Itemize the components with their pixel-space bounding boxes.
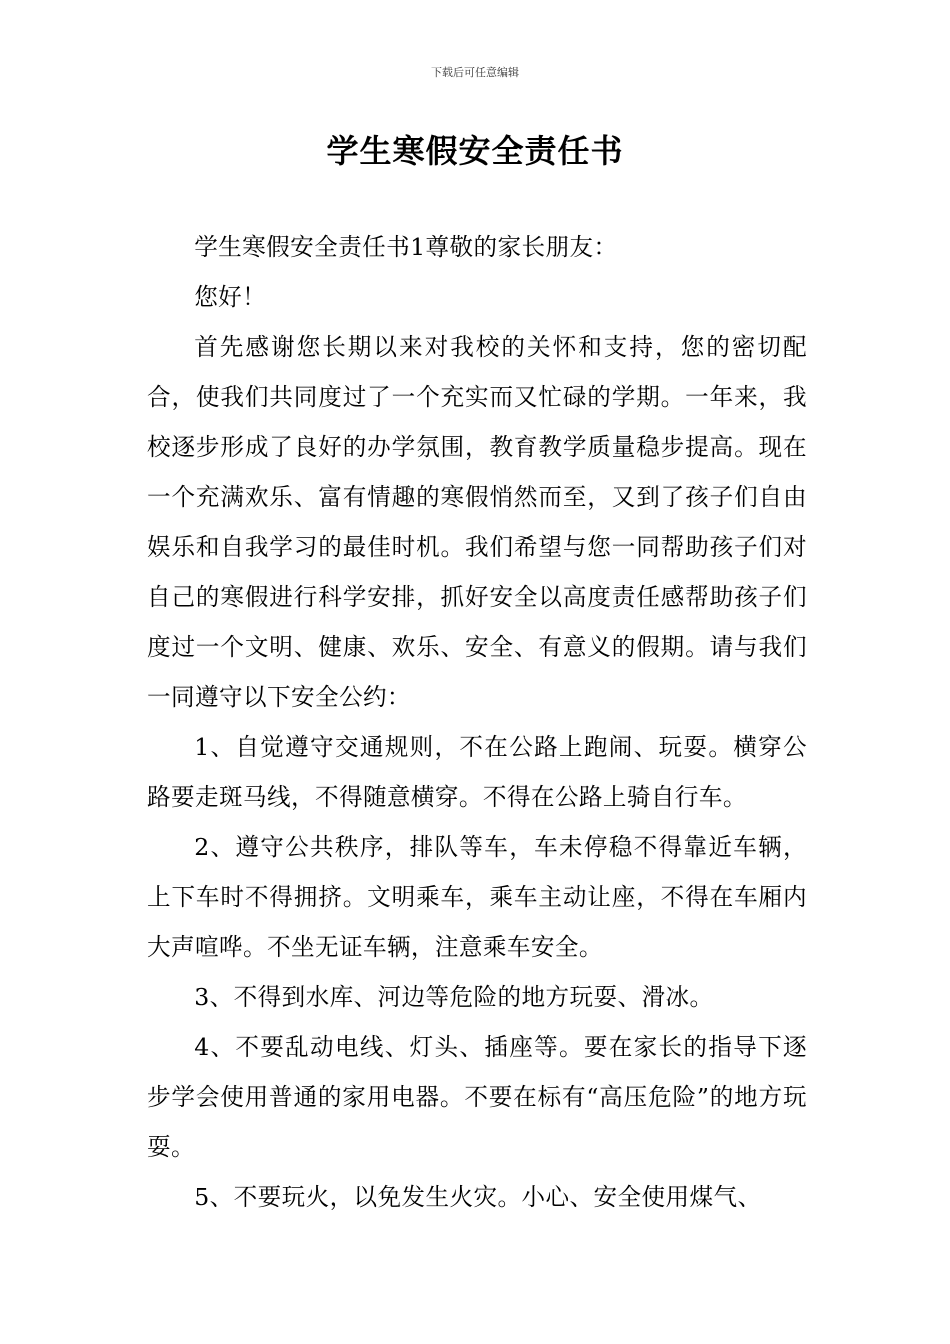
document-body bbox=[147, 222, 807, 1222]
paragraph-greeting: 您好！ bbox=[194, 283, 267, 311]
paragraph-rule-2: 2、遵守公共秩序，排队等车，车未停稳不得靠近车辆，上下车时不得拥挤。文明乘车，乘车主动让座，不得在车厢内大声喧哗。不坐无证车辆，注意乘车安全。 bbox=[147, 833, 807, 961]
paragraph-rule-1: 1、自觉遵守交通规则，不在公路上跑闹、玩耍。横穿公路要走斑马线，不得随意横穿。不得在公路上骑自行车。 bbox=[147, 733, 807, 811]
header-note: 下载后可任意编辑 bbox=[431, 66, 519, 79]
paragraph-intro: 首先感谢您长期以来对我校的关怀和支持，您的密切配合，使我们共同度过了一个充实而又忙碌的学期。一年来，我校逐步形成了良好的办学氛围，教育教学质量稳步提高。现在一个充满欢乐、富有情趣的寒假悄然而至，又到了孩子们自由娱乐和自我学习的最佳时机。我们希望与您一同帮助孩子们对自己的寒假进行科学安排，抓好安全以高度责任感帮助孩子们度过一个文明、健康、欢乐、安全、有意义的假期。请与我们一同遵守以下安全公约： bbox=[147, 333, 807, 711]
paragraph-rule-3: 3、不得到水库、河边等危险的地方玩耍、滑冰。 bbox=[194, 983, 714, 1011]
paragraph-rule-5: 5、不要玩火，以免发生火灾。小心、安全使用煤气、 bbox=[194, 1183, 762, 1211]
paragraph-salutation: 学生寒假安全责任书1尊敬的家长朋友： bbox=[194, 233, 618, 261]
document-title: 学生寒假安全责任书 bbox=[326, 132, 624, 170]
paragraph-rule-4: 4、不要乱动电线、灯头、插座等。要在家长的指导下逐步学会使用普通的家用电器。不要在标有“高压危险”的地方玩耍。 bbox=[147, 1033, 807, 1161]
